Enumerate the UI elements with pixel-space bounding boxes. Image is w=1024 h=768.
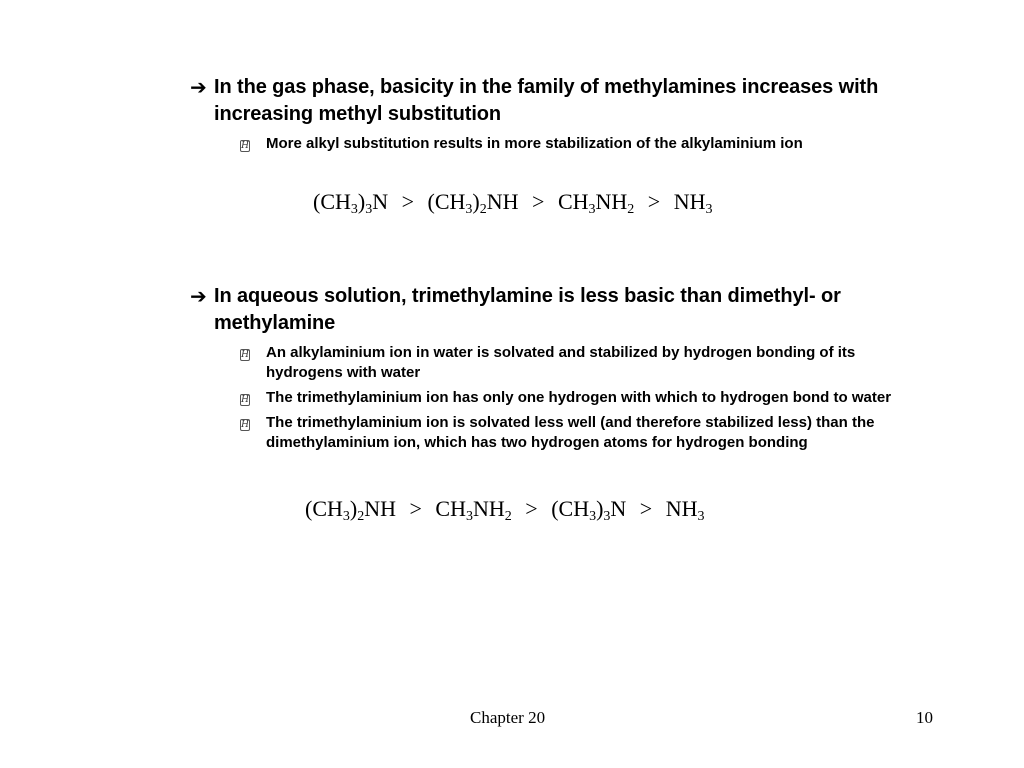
sub-bullet bbox=[240, 388, 930, 408]
sub-bullet-icon: H bbox=[241, 395, 249, 405]
main-bullet-text: In aqueous solution, trimethylamine is less basic than dimethyl- or methylamine bbox=[214, 285, 841, 334]
basicity-order-aqueous: $(CH_3)_2NH > CH_3NH_2 > (CH_3)_3N > NH_3$ bbox=[305, 496, 705, 524]
main-bullet bbox=[190, 283, 950, 337]
sub-bullet-text: The trimethylaminium ion has only one hydrogen with which to hydrogen bond to water bbox=[266, 389, 892, 406]
sub-bullet bbox=[240, 343, 930, 383]
sub-bullet-text: An alkylaminium ion in water is solvated and stabilized by hydrogen bonding of its hydrogens with water bbox=[266, 344, 856, 381]
main-bullet bbox=[190, 74, 950, 128]
sub-bullet-text: More alkyl substitution results in more stabilization of the alkylaminium ion bbox=[266, 135, 803, 152]
sub-bullet-list bbox=[240, 134, 930, 154]
sub-bullet bbox=[240, 134, 930, 154]
sub-bullet-icon: H bbox=[241, 420, 249, 430]
arrow-bullet-icon: ➔ bbox=[190, 284, 207, 308]
footer-page-number: 10 bbox=[916, 708, 933, 727]
sub-bullet-list bbox=[240, 343, 930, 453]
basicity-order-gas-phase: $(CH_3)_3N > (CH_3)_2NH > CH_3NH_2 > NH_3$ bbox=[313, 189, 713, 217]
section-gas-phase bbox=[190, 74, 950, 159]
sub-bullet-icon: H bbox=[241, 350, 249, 360]
sub-bullet-text: The trimethylaminium ion is solvated less well (and therefore stabilized less) than the dimethylaminium ion, which has two hydrogen atoms for hydrogen bonding bbox=[266, 414, 875, 451]
sub-bullet bbox=[240, 413, 930, 453]
main-bullet-text: In the gas phase, basicity in the family of methylamines increases with increasing methyl substitution bbox=[214, 76, 879, 125]
section-aqueous-solution bbox=[190, 283, 950, 458]
footer-chapter-label: Chapter 20 bbox=[470, 708, 546, 727]
arrow-bullet-icon: ➔ bbox=[190, 75, 207, 99]
sub-bullet-icon: H bbox=[241, 141, 249, 151]
